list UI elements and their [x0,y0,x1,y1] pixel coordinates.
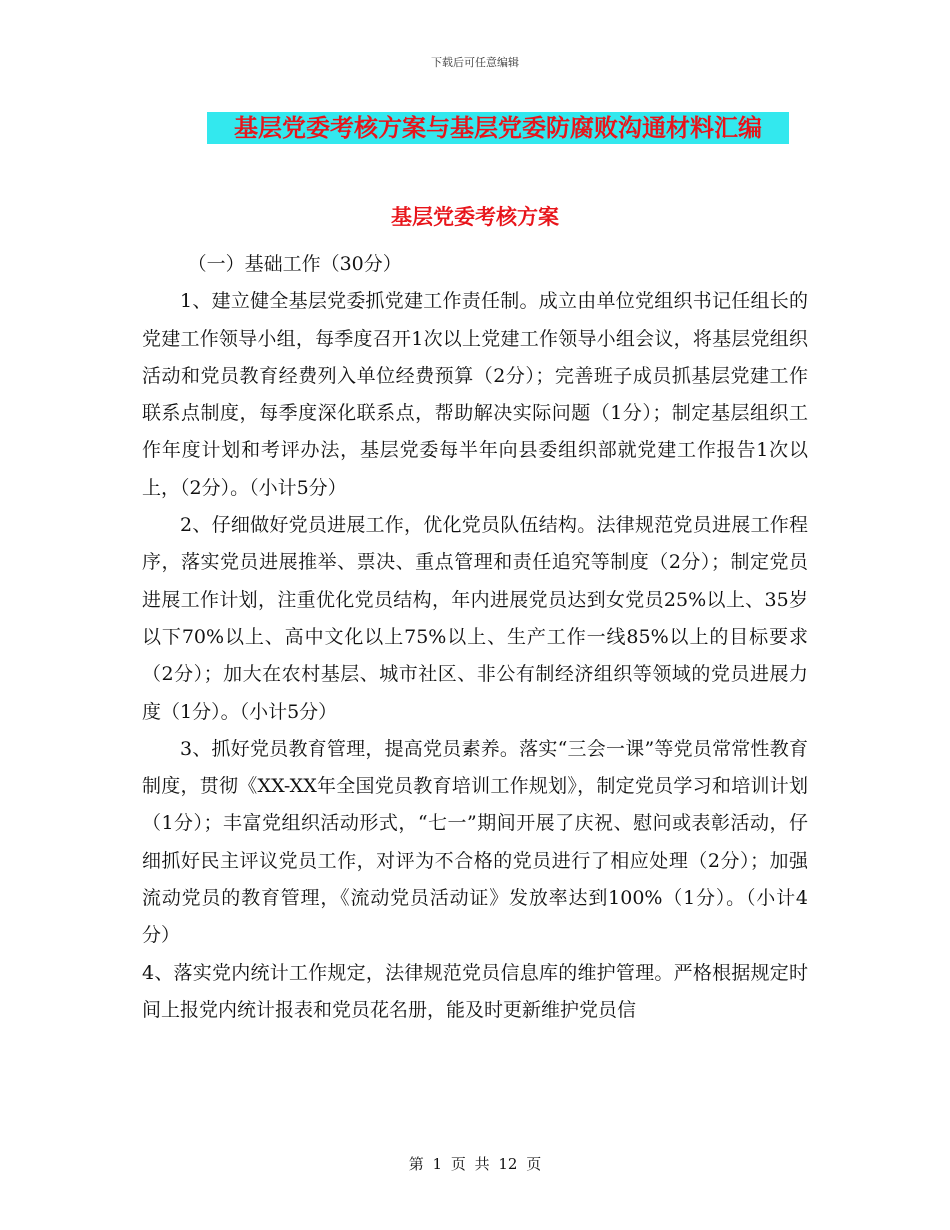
page-footer: 第 1 页 共 12 页 [408,1155,542,1173]
header-note: 下载后可任意编辑 [431,56,519,69]
paragraph-basic-work-heading: （一）基础工作（30分） [187,253,402,275]
document-title: 基层党委考核方案与基层党委防腐败沟通材料汇编 [207,112,789,144]
document-body [142,246,808,1029]
paragraph-item-2: 2、仔细做好党员进展工作，优化党员队伍结构。法律规范党员进展工作程序，落实党员进展推举、票决、重点管理和责任追究等制度（2分）；制定党员进展工作计划，注重优化党员结构，年内进展党员达到女党员25%以上、35岁以下70%以上、高中文化以上75%以上、生产工作一线85%以上的目标要求（2分）；加大在农村基层、城市社区、非公有制经济组织等领域的党员进展力度（1分）。（小计5分） [142,514,808,723]
paragraph-item-1: 1、建立健全基层党委抓党建工作责任制。成立由单位党组织书记任组长的党建工作领导小组，每季度召开1次以上党建工作领导小组会议，将基层党组织活动和党员教育经费列入单位经费预算（2分）；完善班子成员抓基层党建工作联系点制度，每季度深化联系点，帮助解决实际问题（1分）；制定基层组织工作年度计划和考评办法，基层党委每半年向县委组织部就党建工作报告1次以上，（2分）。（小计5分） [142,290,808,499]
section-title: 基层党委考核方案 [391,204,559,229]
paragraph-item-3: 3、抓好党员教育管理，提高党员素养。落实“三会一课”等党员常常性教育制度，贯彻《XX-XX年全国党员教育培训工作规划》，制定党员学习和培训计划（1分）；丰富党组织活动形式，“七一”期间开展了庆祝、慰问或表彰活动，仔细抓好民主评议党员工作，对评为不合格的党员进行了相应处理（2分）；加强流动党员的教育管理，《流动党员活动证》发放率达到100%（1分）。（小计4分） [142,737,808,947]
paragraph-item-4: 4、落实党内统计工作规定，法律规范党员信息库的维护管理。严格根据规定时间上报党内统计报表和党员花名册，能及时更新维护党员信 [142,961,808,1021]
